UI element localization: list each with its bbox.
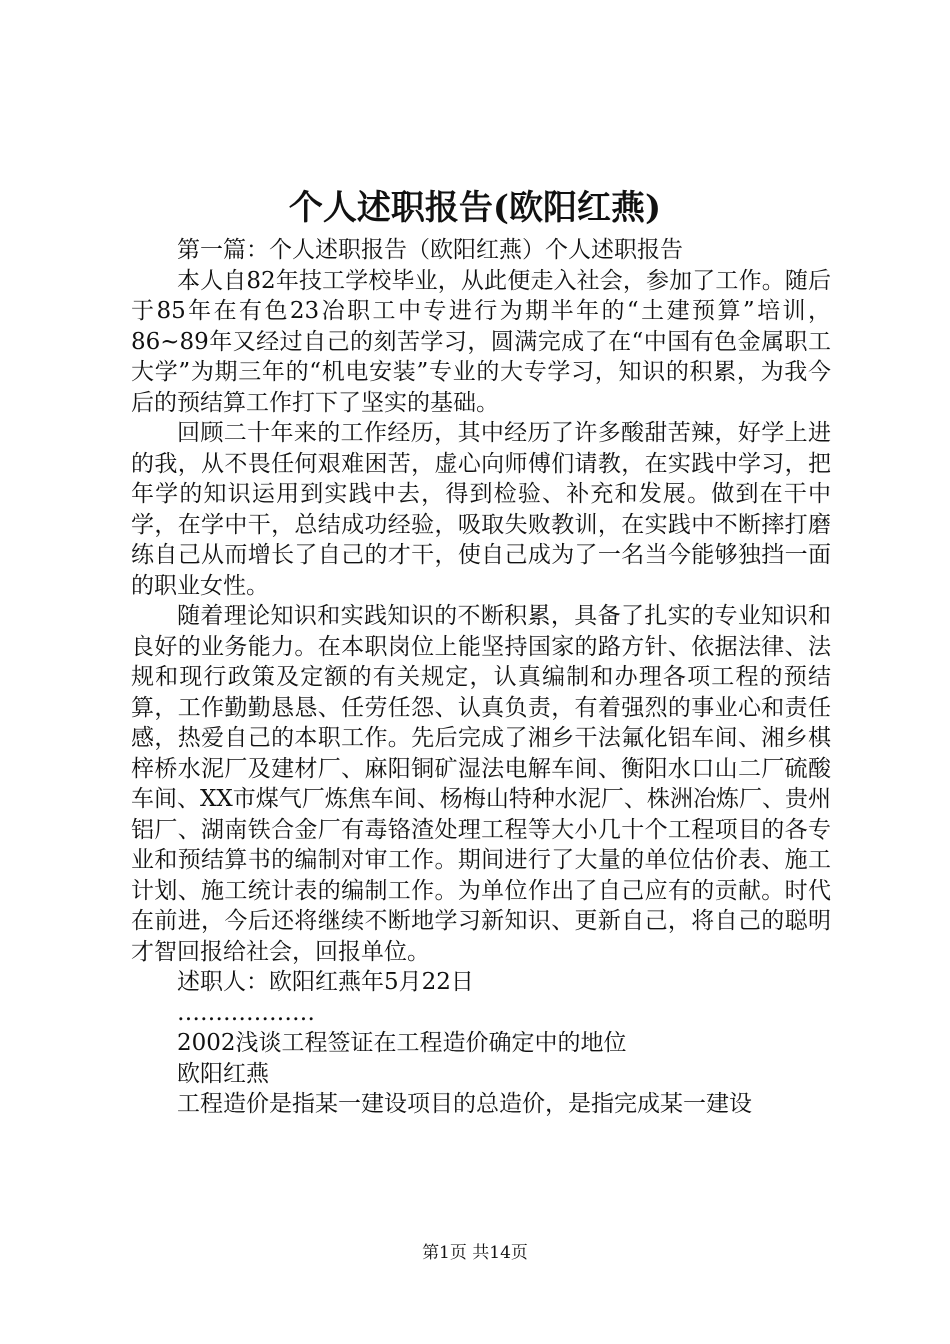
separator-dots: ……………… (177, 999, 315, 1026)
signature-line: 述职人：欧阳红燕年5月22日 (177, 969, 474, 995)
second-article-author: 欧阳红燕 (177, 1060, 269, 1087)
second-article-title: 2002浅谈工程签证在工程造价确定中的地位 (177, 1030, 627, 1056)
paragraph-education: 本人自82年技工学校毕业，从此便走入社会，参加了工作。随后于85年在有色23冶职工中专进行为期半年的“土建预算”培训，86~89年又经过自己的刻苦学习，圆满完成了在“中国有色金属职工大学”为期三年的“机电安装”专业的大专学习，知识的积累，为我今后的预结算工作打下了坚实的基础。 (131, 267, 831, 416)
paragraph-achievements: 随着理论知识和实践知识的不断积累，具备了扎实的专业知识和良好的业务能力。在本职岗位上能坚持国家的路方针、依据法律、法规和现行政策及定额的有关规定，认真编制和办理各项工程的预结算，工作勤勤恳恳、任劳任怨、认真负责，有着强烈的事业心和责任感，热爱自己的本职工作。先后完成了湘乡干法氟化铝车间、湘乡棋梓桥水泥厂及建材厂、麻阳铜矿湿法电解车间、衡阳水口山二厂硫酸车间、XX市煤气厂炼焦车间、杨梅山特种水泥厂、株洲冶炼厂、贵州铝厂、湖南铁合金厂有毒铬渣处理工程等大小几十个工程项目的各专业和预结算书的编制对审工作。期间进行了大量的单位估价表、施工计划、施工统计表的编制工作。为单位作出了自己应有的贡献。时代在前进，今后还将继续不断地学习新知识、更新自己，将自己的聪明才智回报给社会，回报单位。 (131, 603, 831, 965)
page-footer: 第1页 共14页 (422, 1243, 528, 1263)
document-body (131, 235, 831, 1120)
paragraph-experience: 回顾二十年来的工作经历，其中经历了许多酸甜苦辣，好学上进的我，从不畏任何艰难困苦，虚心向师傅们请教，在实践中学习，把年学的知识运用到实践中去，得到检验、补充和发展。做到在干中学，在学中干，总结成功经验，吸取失败教训，在实践中不断摔打磨练自己从而增长了自己的才干，使自己成为了一名当今能够独挡一面的职业女性。 (131, 420, 831, 599)
second-article-paragraph: 工程造价是指某一建设项目的总造价，是指完成某一建设 (177, 1091, 752, 1117)
section-heading: 第一篇：个人述职报告（欧阳红燕）个人述职报告 (177, 237, 683, 263)
document-title: 个人述职报告(欧阳红燕) (288, 188, 662, 228)
